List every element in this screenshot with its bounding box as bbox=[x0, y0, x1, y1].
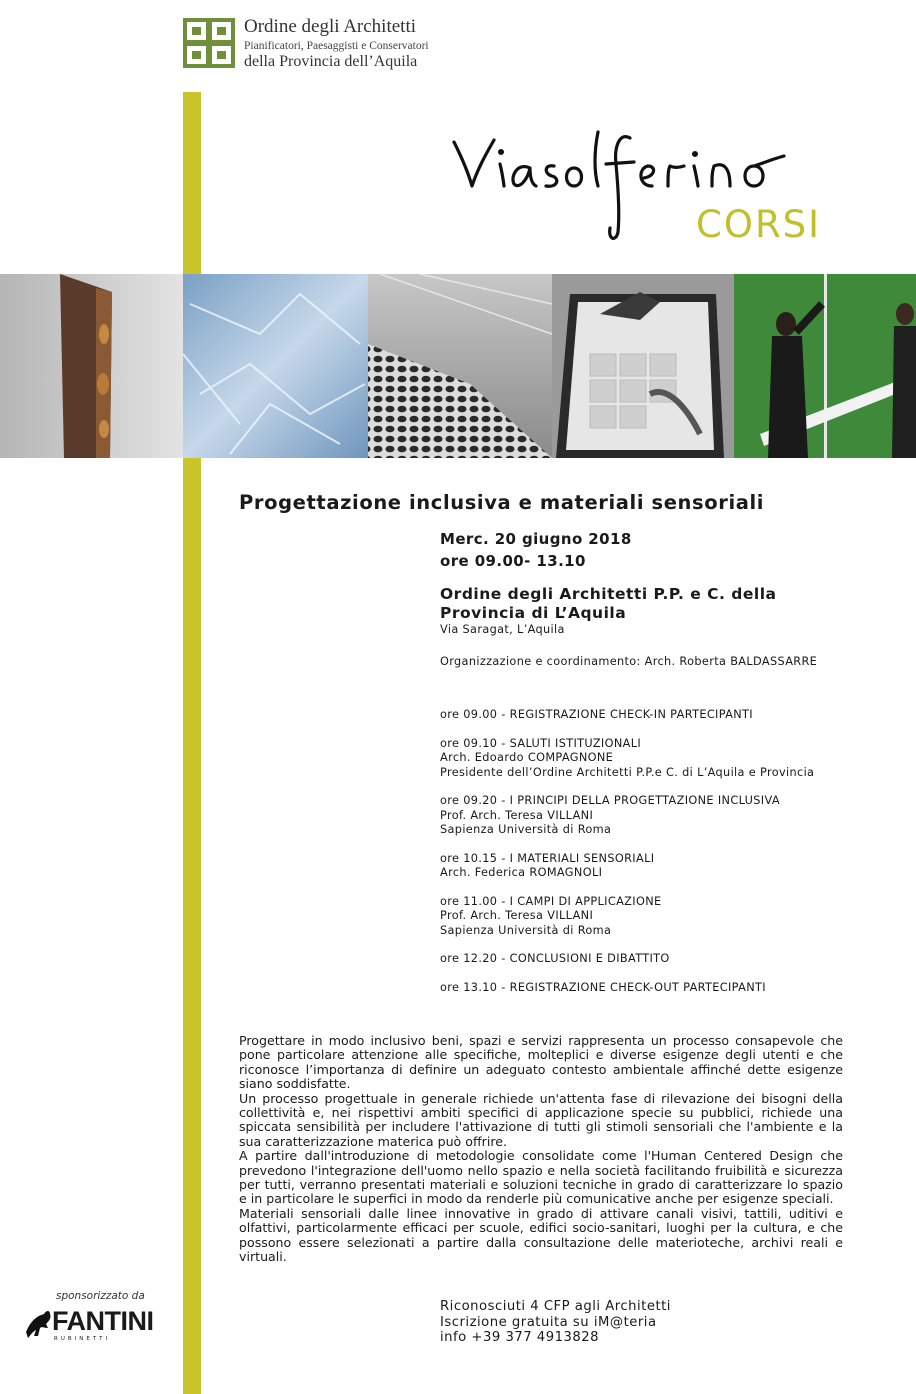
program-item bbox=[440, 981, 910, 996]
org-province: della Provincia dell’Aquila bbox=[244, 53, 418, 70]
program-line: Prof. Arch. Teresa VILLANI bbox=[440, 808, 594, 822]
registration-note: Iscrizione gratuita su iM@teria bbox=[440, 1314, 657, 1330]
program-line: Presidente dell’Ordine Architetti P.P.e C. di L’Aquila e Provincia bbox=[440, 765, 815, 779]
program-item bbox=[440, 794, 910, 838]
program-line: ore 11.00 - I CAMPI DI APPLICAZIONE bbox=[440, 894, 662, 908]
organizer: Organizzazione e coordinamento: Arch. Roberta BALDASSARRE bbox=[440, 655, 818, 668]
program-line: ore 09.00 - REGISTRAZIONE CHECK-IN PARTECIPANTI bbox=[440, 708, 753, 721]
program-list bbox=[440, 708, 910, 1009]
program-item bbox=[440, 895, 910, 939]
description-paragraph: Materiali sensoriali dalle linee innovative in grado di attivare canali visivi, tattili, uditivi e olfattivi, particolarmente efficaci per scuole, edifici socio-sanitari, luoghi per la cultura, e che possono essere selezionati a partire dalla consultazione delle materioteche, archivi reali e virtuali. bbox=[239, 1205, 843, 1265]
venue-address: Via Saragat, L’Aquila bbox=[440, 623, 565, 636]
program-item bbox=[440, 852, 910, 881]
description bbox=[239, 1034, 843, 1265]
program-line: ore 13.10 - REGISTRAZIONE CHECK-OUT PARTECIPANTI bbox=[440, 980, 766, 994]
program-line: Arch. Federica ROMAGNOLI bbox=[440, 866, 603, 879]
program-line: ore 12.20 - CONCLUSIONI E DIBATTITO bbox=[440, 952, 670, 965]
event-time: ore 09.00- 13.10 bbox=[440, 552, 586, 570]
event-title: Progettazione inclusiva e materiali sensoriali bbox=[239, 491, 765, 514]
program-line: ore 09.10 - SALUTI ISTITUZIONALI bbox=[440, 736, 642, 750]
sponsor-name: FANTINI bbox=[52, 1306, 154, 1336]
program-line: ore 10.15 - I MATERIALI SENSORIALI bbox=[440, 851, 655, 865]
program-line: Sapienza Università di Roma bbox=[440, 823, 612, 836]
description-paragraph: A partire dall'introduzione di metodologie consolidate come l'Human Centered Design che prevedono l'integrazione dell'uomo nello spazio e nella società facilitando fruibilità e sicurezza per tutti, verranno presentati materiali e soluzioni tecniche in grado di caratterizzare lo spazio e in particolare le superfici in modo da renderle più comunicative anche per esigenze speciali. bbox=[239, 1148, 843, 1207]
program-line: ore 09.20 - I PRINCIPI DELLA PROGETTAZIONE INCLUSIVA bbox=[440, 794, 780, 807]
program-line: Arch. Edoardo COMPAGNONE bbox=[440, 751, 614, 764]
description-paragraph: Progettare in modo inclusivo beni, spazi e servizi rappresenta un processo consapevole che pone particolare attenzione alle specifiche, molteplici e diverse esigenze degli utenti e che riconosce l’importanza di definire un adeguato contesto ambientale affinché dette esigenze siano soddisfatte. bbox=[239, 1033, 843, 1092]
sponsor-subtitle: RUBINETTI bbox=[54, 1336, 111, 1342]
contact-info: info +39 377 4913828 bbox=[440, 1330, 600, 1345]
program-line: Sapienza Università di Roma bbox=[440, 923, 612, 937]
materials-photo-band bbox=[0, 274, 916, 458]
program-item bbox=[440, 737, 910, 781]
org-subtitle: Pianificatori, Paesaggisti e Conservatori bbox=[244, 40, 429, 52]
program-item bbox=[440, 708, 910, 723]
description-paragraph: Un processo progettuale in generale richiede un'attenta fase di rilevazione dei bisogni della collettività e, nei rispettivi ambiti specifici di applicazione specie su pubblici, richiede una spiccata sensibilità per includere l'attivazione di tutti gli stimoli sensoriali che l'ambiente e la sua caratterizzazione materica può offrire. bbox=[239, 1090, 843, 1149]
brand-subtitle: CORSI bbox=[696, 203, 822, 246]
venue-line2: Provincia di L’Aquila bbox=[440, 604, 627, 622]
credits bbox=[440, 1299, 671, 1346]
order-logo-icon bbox=[183, 18, 235, 68]
sponsor-label: sponsorizzato da bbox=[56, 1290, 145, 1302]
event-date: Merc. 20 giugno 2018 bbox=[440, 530, 632, 548]
cfp-note: Riconosciuti 4 CFP agli Architetti bbox=[440, 1299, 671, 1314]
program-item bbox=[440, 952, 910, 967]
org-name: Ordine degli Architetti bbox=[244, 16, 417, 37]
venue-line1: Ordine degli Architetti P.P. e C. della bbox=[440, 585, 777, 603]
program-line: Prof. Arch. Teresa VILLANI bbox=[440, 909, 594, 922]
